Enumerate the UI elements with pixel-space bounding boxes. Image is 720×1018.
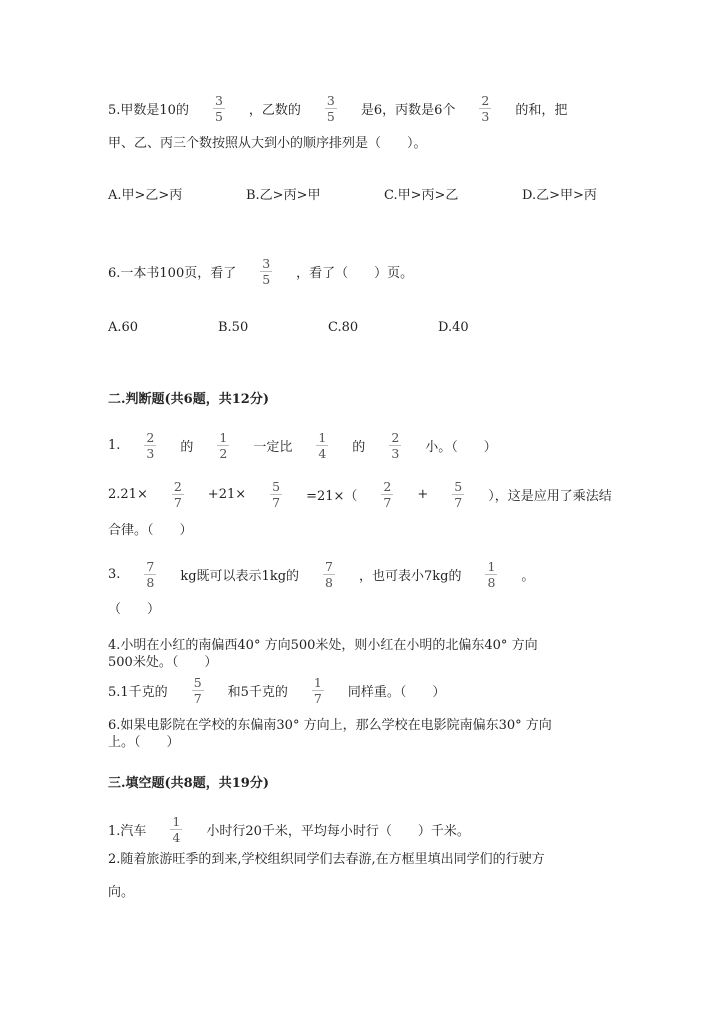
denominator: 3 — [146, 445, 155, 461]
question-line — [108, 124, 427, 158]
text-segment: 二.判断题(共6题，共12分) — [108, 391, 269, 407]
denominator: 7 — [272, 494, 281, 510]
numerator: 5 — [454, 478, 463, 494]
numerator: 3 — [326, 92, 335, 108]
fraction — [260, 256, 272, 287]
fraction — [144, 430, 156, 461]
text-segment: 4.小明在小红的南偏西40° 方向500米处，则小红在小明的北偏东40° 方向 — [108, 637, 538, 653]
text-segment: 是6，丙数是6个 — [360, 102, 456, 118]
denominator: 7 — [193, 690, 202, 706]
numerator: 7 — [146, 558, 155, 574]
text-segment: 三.填空题(共8题，共19分) — [108, 775, 269, 791]
denominator: 5 — [214, 108, 223, 124]
numerator: 5 — [272, 478, 281, 494]
text-segment: ，也可表小7kg的 — [358, 568, 462, 584]
numerator: 2 — [383, 478, 392, 494]
text-segment: =21×（ — [306, 488, 358, 504]
text-segment: 5.甲数是10的 — [108, 102, 189, 118]
fraction — [217, 430, 229, 461]
answer-option: A.甲>乙>丙 — [108, 187, 183, 203]
answer-option: B.50 — [218, 319, 249, 335]
text-segment: 一定比 — [253, 439, 293, 455]
text-segment: 6.如果电影院在学校的东偏南30° 方向上，那么学校在电影院南偏东30° 方向 — [108, 717, 552, 733]
question-line — [108, 91, 567, 125]
text-segment: 3. — [108, 566, 121, 582]
denominator: 4 — [172, 829, 181, 845]
question-line — [108, 723, 180, 757]
text-segment: 5.1千克的 — [108, 684, 168, 700]
text-segment: 的 — [352, 439, 366, 455]
section-heading — [108, 380, 269, 414]
question-line — [108, 254, 413, 288]
denominator: 7 — [313, 690, 322, 706]
numerator: 1 — [172, 813, 181, 829]
text-segment: 和5千克的 — [227, 684, 288, 700]
text-segment: ，看了（ ）页。 — [296, 265, 414, 281]
numerator: 2 — [173, 478, 182, 494]
question-line — [108, 873, 134, 907]
text-segment: 6.一本书100页，看了 — [108, 265, 237, 281]
text-segment: + — [417, 486, 429, 502]
denominator: 7 — [454, 494, 463, 510]
text-segment: （ ） — [108, 601, 161, 617]
numerator: 3 — [214, 92, 223, 108]
question-line — [108, 643, 217, 677]
numerator: 5 — [193, 674, 202, 690]
text-segment: 。 — [521, 568, 535, 584]
numerator: 7 — [325, 558, 333, 574]
denominator: 8 — [325, 574, 333, 590]
text-segment: ，乙数的 — [248, 102, 301, 118]
numerator: 1 — [318, 429, 327, 445]
denominator: 7 — [173, 494, 182, 510]
fraction — [192, 675, 204, 706]
fraction — [316, 430, 328, 461]
fraction — [485, 559, 497, 590]
fraction — [270, 479, 282, 510]
text-segment: 小。（ ） — [425, 439, 497, 455]
question-line — [108, 477, 612, 511]
answer-option: C.80 — [328, 319, 359, 335]
denominator: 3 — [481, 108, 490, 124]
text-segment: 的 — [180, 439, 194, 455]
text-segment: 1. — [108, 437, 121, 453]
fraction — [325, 93, 337, 124]
denominator: 8 — [487, 574, 496, 590]
text-segment: 2.21× — [108, 486, 148, 502]
text-segment: 同样重。（ ） — [347, 684, 446, 700]
numerator: 1 — [487, 558, 496, 574]
text-segment: 甲、乙、丙三个数按照从大到小的顺序排列是（ ）。 — [108, 135, 427, 151]
numerator: 3 — [262, 255, 271, 271]
answer-option: A.60 — [108, 319, 139, 335]
question-line — [108, 590, 160, 624]
answer-options — [108, 176, 660, 210]
text-segment: 2.随着旅游旺季的到来,学校组织同学们去春游,在方框里填出同学们的行驶方 — [108, 851, 545, 867]
denominator: 8 — [146, 574, 155, 590]
answer-options — [108, 310, 548, 344]
denominator: 4 — [318, 445, 327, 461]
fraction — [452, 479, 464, 510]
question-line — [108, 557, 534, 591]
question-line — [108, 673, 445, 707]
text-segment: 1.汽车 — [108, 823, 147, 839]
numerator: 1 — [313, 674, 322, 690]
fraction — [213, 93, 225, 124]
fraction — [479, 93, 491, 124]
answer-option: B.乙>丙>甲 — [246, 187, 321, 203]
text-segment: kg既可以表示1kg的 — [180, 568, 300, 584]
text-segment: 合律。（ ） — [108, 522, 193, 538]
denominator: 5 — [326, 108, 335, 124]
numerator: 1 — [219, 429, 228, 445]
section-heading — [108, 764, 269, 798]
fraction — [389, 430, 401, 461]
fraction — [323, 559, 335, 590]
question-line — [108, 511, 193, 545]
answer-option: D.乙>甲>丙 — [522, 187, 597, 203]
text-segment: ），这是应用了乘法结 — [488, 488, 612, 504]
text-segment: 向。 — [108, 884, 135, 900]
answer-option: C.甲>丙>乙 — [384, 187, 459, 203]
denominator: 7 — [383, 494, 392, 510]
fraction — [312, 675, 324, 706]
numerator: 2 — [146, 429, 155, 445]
numerator: 2 — [391, 429, 400, 445]
answer-option: D.40 — [438, 319, 469, 335]
fraction — [172, 479, 184, 510]
fraction — [381, 479, 393, 510]
denominator: 5 — [262, 271, 271, 287]
text-segment: +21× — [207, 486, 247, 502]
text-segment: 上。（ ） — [108, 734, 180, 750]
denominator: 2 — [219, 445, 228, 461]
text-segment: 的和，把 — [515, 102, 568, 118]
question-line — [108, 428, 497, 462]
denominator: 3 — [391, 445, 400, 461]
text-segment: 小时行20千米，平均每小时行（ ）千米。 — [206, 823, 470, 839]
question-line — [108, 840, 545, 874]
fraction — [144, 559, 156, 590]
numerator: 2 — [481, 92, 490, 108]
text-segment: 500米处。（ ） — [108, 654, 218, 670]
